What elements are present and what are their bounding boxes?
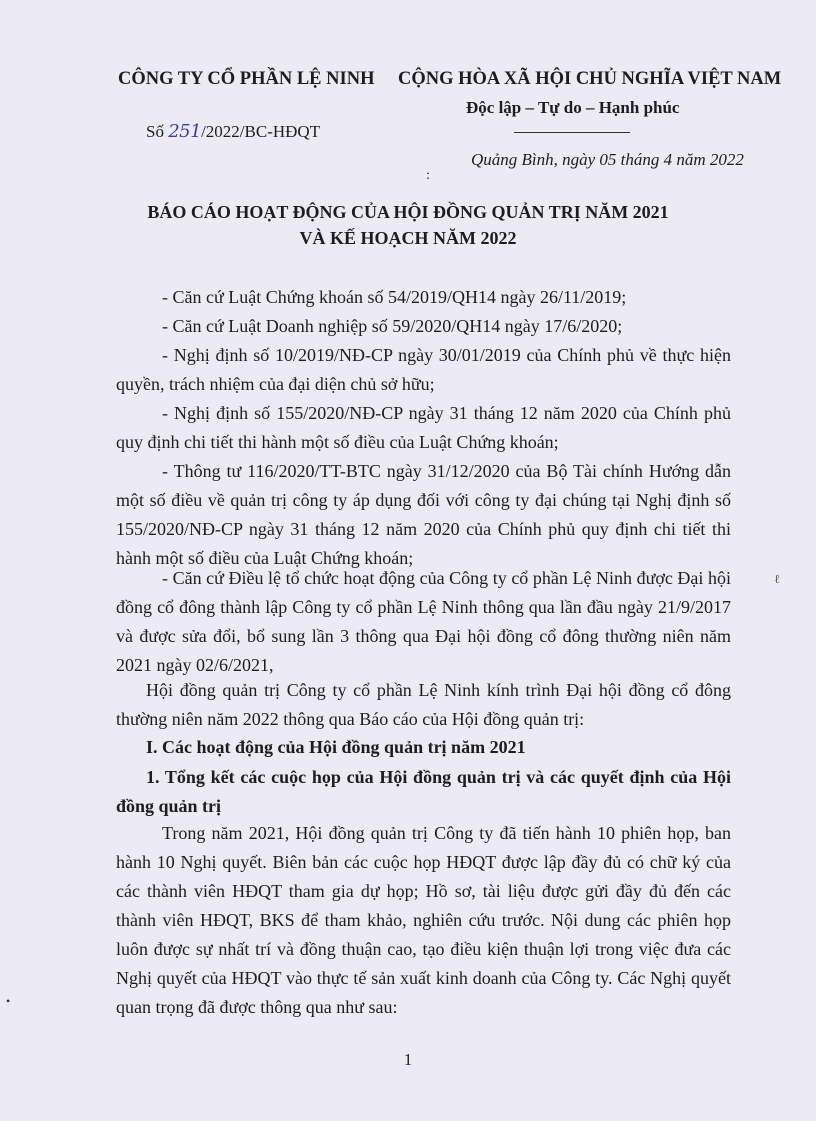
document-number-prefix: Số: [146, 122, 169, 141]
motto-underline: [514, 132, 630, 133]
legal-basis-securities-law: - Căn cứ Luật Chứng khoán số 54/2019/QH14 ngày 26/11/2019;: [162, 287, 627, 307]
company-name: CÔNG TY CỔ PHẦN LỆ NINH: [118, 69, 375, 89]
subsection-heading-1: 1. Tổng kết các cuộc họp của Hội đồng quản trị và các quyết định của Hội đồng quản trị: [116, 767, 731, 816]
page-number: 1: [403, 1050, 413, 1069]
country-name: CỘNG HÒA XÃ HỘI CHỦ NGHĨA VIỆT NAM: [398, 69, 782, 89]
legal-basis-decree-10: - Nghị định số 10/2019/NĐ-CP ngày 30/01/2019 của Chính phủ về thực hiện quyền, trách nhiệm của đại diện chủ sở hữu;: [116, 345, 731, 394]
legal-basis-charter: - Căn cứ Điều lệ tổ chức hoạt động của Công ty cổ phần Lệ Ninh được Đại hội đồng cổ đông thành lập Công ty cổ phần Lệ Ninh thông qua lần đầu ngày 21/9/2017 và được sửa đổi, bổ sung lần 3 thông qua Đại hội đồng cổ đông thường niên năm 2021 ngày 02/6/2021,: [116, 568, 731, 675]
meetings-summary-paragraph: Trong năm 2021, Hội đồng quản trị Công ty đã tiến hành 10 phiên họp, ban hành 10 Nghị quyết. Biên bản các cuộc họp HĐQT được lập đầy đủ có chữ ký của các thành viên HĐQT tham gia dự họp; Hồ sơ, tài liệu được gửi đầy đủ đến các thành viên HĐQT, BKS để tham khảo, nghiên cứu trước. Nội dung các phiên họp luôn được sự nhất trí và đồng thuận cao, tạo điều kiện thuận lợi trong việc đưa các Nghị quyết của HĐQT vào thực tế sản xuất kinh doanh của Công ty. Các Nghị quyết quan trọng đã được thông qua như sau:: [116, 823, 731, 1017]
national-motto: Độc lập – Tự do – Hạnh phúc: [466, 98, 680, 117]
scan-speck: :: [426, 168, 430, 183]
intro-paragraph: Hội đồng quản trị Công ty cổ phần Lệ Ninh kính trình Đại hội đồng cổ đông thường niên năm 2022 thông qua Báo cáo của Hội đồng quản trị:: [116, 680, 731, 729]
document-number: [146, 121, 320, 142]
legal-basis-decree-155: - Nghị định số 155/2020/NĐ-CP ngày 31 tháng 12 năm 2020 của Chính phủ quy định chi tiết thi hành một số điều của Luật Chứng khoán;: [116, 403, 731, 452]
handwritten-number: 251: [168, 121, 202, 142]
legal-basis-enterprise-law: - Căn cứ Luật Doanh nghiệp số 59/2020/QH14 ngày 17/6/2020;: [162, 316, 623, 336]
report-title-line2: VÀ KẾ HOẠCH NĂM 2022: [299, 228, 517, 248]
legal-basis-circular-116: - Thông tư 116/2020/TT-BTC ngày 31/12/2020 của Bộ Tài chính Hướng dẫn một số điều về quản trị công ty áp dụng đối với công ty đại chúng tại Nghị định số 155/2020/NĐ-CP ngày 31 tháng 12 năm 2020 của Chính phủ quy định chi tiết thi hành một số điều của Luật Chứng khoán;: [116, 461, 731, 568]
section-heading-1: I. Các hoạt động của Hội đồng quản trị năm 2021: [146, 737, 526, 757]
scan-mark-right: ℓ: [774, 572, 780, 586]
place-date: Quảng Bình, ngày 05 tháng 4 năm 2022: [471, 150, 744, 169]
scan-mark-left: •: [6, 994, 11, 1008]
report-title-line1: BÁO CÁO HOẠT ĐỘNG CỦA HỘI ĐỒNG QUẢN TRỊ NĂM 2021: [147, 202, 669, 222]
document-number-suffix: /2022/BC-HĐQT: [201, 122, 321, 141]
